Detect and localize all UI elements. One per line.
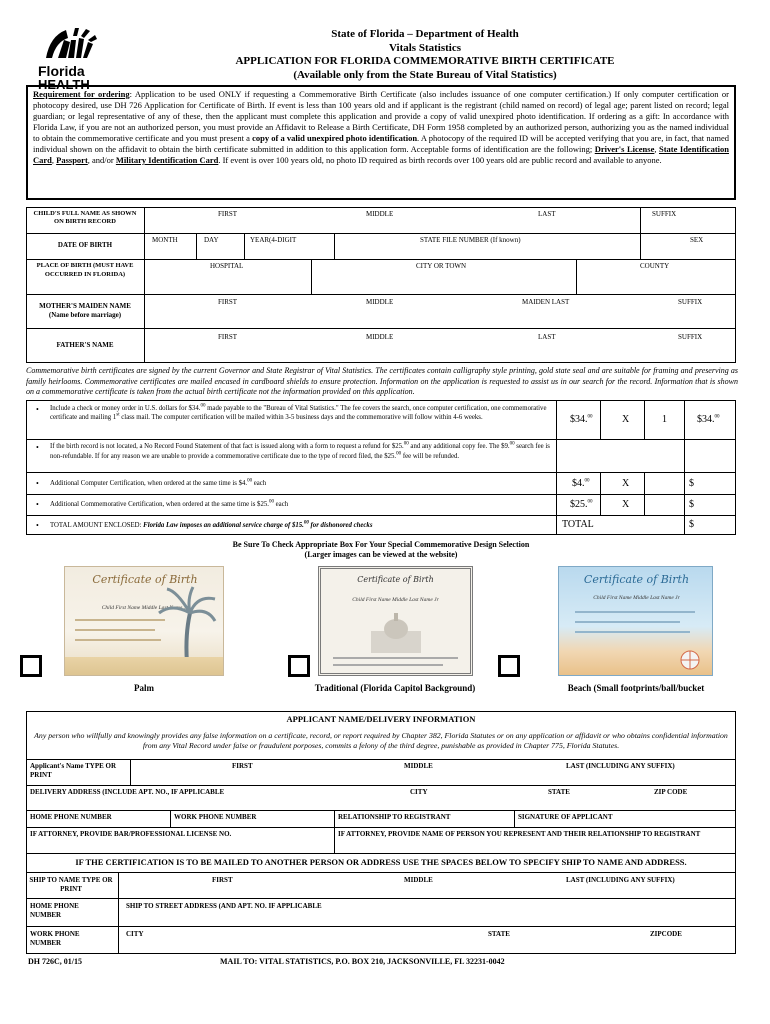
hospital-label: HOSPITAL [210, 262, 244, 270]
hospital-input[interactable] [146, 272, 309, 292]
shipto-street-label: SHIP TO STREET ADDRESS (AND APT. NO. IF APPLICABLE [126, 902, 322, 910]
delivery-address-input[interactable] [28, 797, 734, 809]
palm-checkbox[interactable] [20, 655, 42, 677]
beach-cert-title: Certificate of Birth [583, 573, 690, 586]
requirement-text-5: , and/or [87, 155, 116, 165]
fee-row-4-qty-input[interactable] [646, 496, 682, 514]
beach-cert-name: Child First Name Middle Last Name Jr [593, 595, 680, 601]
design-subheading: (Larger images can be viewed at the website) [304, 550, 458, 559]
sex-input[interactable] [642, 246, 734, 258]
shipto-last-label: LAST (INCLUDING ANY SUFFIX) [566, 876, 675, 884]
father-suffix-label: SUFFIX [678, 333, 703, 341]
fee-row-5-text: TOTAL AMOUNT ENCLOSED: Florida Law imposes an additional service charge of $15.00 for dishonored checks [50, 520, 373, 529]
header-department: State of Florida – Department of Health [331, 28, 519, 40]
bullet-1-icon: • [36, 405, 39, 414]
applicant-last-label: LAST (INCLUDING ANY SUFFIX) [566, 762, 675, 770]
mother-first-label: FIRST [218, 298, 238, 306]
mother-name-label: MOTHER'S MAIDEN NAME [39, 302, 131, 310]
id-drivers-license: Driver's License [594, 144, 655, 154]
child-middle-input[interactable] [368, 219, 538, 232]
applicant-name-input[interactable] [132, 771, 734, 784]
applicant-warning: Any person who willfully and knowingly provides any false information on a certificate, record, or report required by Chapter 382, Florida Statutes or on any application or affidavit or who obtains confidential information from any Vital Record under false or fraudulent porposes, commits a felony of the third degree, punishable as provided in Chapter 775, Florida Statutes. [34, 731, 728, 750]
fee-row-4-x: X [622, 499, 630, 510]
city-town-label: CITY OR TOWN [416, 262, 467, 270]
applicant-city-label: CITY [410, 788, 428, 796]
mother-suffix-label: SUFFIX [678, 298, 703, 306]
requirement-text-3: , [654, 144, 659, 154]
palm-cert-title: Certificate of Birth [92, 573, 198, 586]
traditional-checkbox[interactable] [288, 655, 310, 677]
applicant-heading: APPLICANT NAME/DELIVERY INFORMATION [286, 714, 476, 724]
applicant-first-label: FIRST [232, 762, 253, 770]
requirement-text-1: : Application to be used ONLY if requesting a Commemorative Birth Certificate (also includes issuance of one computer certification.) If only computer certification or photocopy desired, use DH 726 Application for Certificate of Birth. If event is less than 100 years old and if applicant is the registrant (child named on record) of legal age; parent listed on record; legal guardian; or legal representative of any of these, then the applicant must complete this application and provide a copy of valid unexpired photo identification. If ordering as a gift: In accordance with Florida Law, if you are not an authorized person, you must provide an Affidavit to Release a Birth Certificate, DH Form 1958 completed by an authorized person, authorizing you as the named individual to obtain the commemorative certificate and you must present a [33, 89, 729, 143]
florida-health-logo [38, 26, 100, 92]
mother-middle-label: MIDDLE [366, 298, 394, 306]
dob-year-input[interactable] [246, 246, 332, 258]
attorney-bar-label: IF ATTORNEY, PROVIDE BAR/PROFESSIONAL LICENSE NO. [30, 830, 232, 838]
mother-maiden-last-label: MAIDEN LAST [522, 298, 570, 306]
shipto-state-label: STATE [488, 930, 510, 938]
fee-row-3-x: X [622, 478, 630, 489]
bullet-5-icon: • [36, 521, 39, 530]
dob-day-input[interactable] [198, 246, 242, 258]
county-label: COUNTY [640, 262, 670, 270]
fee-row-3-text: Additional Computer Certification, when ordered at the same time is $4.00 each [50, 478, 267, 487]
work-phone-label: WORK PHONE NUMBER [174, 813, 257, 821]
shipto-street-input[interactable] [120, 912, 734, 925]
header-vital-stats: Vitals Statistics [388, 41, 461, 54]
traditional-cert-name: Child First Name Middle Last Name Jr [352, 597, 439, 603]
fee-row-1-total: $34.00 [697, 414, 720, 425]
father-name-input[interactable] [146, 343, 734, 361]
id-passport: Passport [56, 155, 88, 165]
dob-label: DATE OF BIRTH [57, 241, 113, 249]
fee-row-1-x: X [622, 414, 630, 425]
father-first-label: FIRST [218, 333, 238, 341]
child-suffix-label: SUFFIX [652, 210, 677, 218]
requirement-bold-1: copy of a valid unexpired photo identification [252, 133, 418, 143]
fee-row-4-price: $25.00 [570, 499, 593, 510]
father-middle-label: MIDDLE [366, 333, 394, 341]
fee-row-1-text: Include a check or money order in U.S. dollars for $34.00 made payable to the "Bureau of Vital Statistics." The fee covers the search, once computer certification, one commemorative certificate and mailing 1st class mail. The computer certification will be mailed within 3-5 business days and the commemorative will follow within 4-6 weeks. [50, 403, 547, 421]
child-first-label: FIRST [218, 210, 238, 218]
id-military-card: Military Identification Card [115, 155, 219, 165]
delivery-address-label: DELIVERY ADDRESS (INCLUDE APT. NO., IF APPLICABLE [30, 788, 225, 796]
state-file-label: STATE FILE NUMBER (If known) [420, 236, 521, 244]
child-middle-label: MIDDLE [366, 210, 394, 218]
shipto-work-phone-label: WORK PHONE NUMBER [30, 930, 80, 947]
requirement-box [26, 85, 736, 200]
shipto-name-input[interactable] [120, 885, 734, 897]
palm-label: Palm [134, 683, 154, 693]
child-first-input[interactable] [146, 219, 368, 232]
sex-label: SEX [690, 236, 704, 244]
fee-row-3-total: $ [689, 478, 694, 489]
mother-name-input[interactable] [146, 308, 734, 326]
logo-text-health: HEALTH [38, 77, 90, 92]
palm-cert-name: Child First Name Middle Last Name Jr [101, 605, 189, 611]
shipto-zip-label: ZIPCODE [650, 930, 682, 938]
shipto-home-phone-label: HOME PHONE NUMBER [30, 902, 79, 919]
relationship-label: RELATIONSHIP TO REGISTRANT [338, 813, 451, 821]
father-name-label: FATHER'S NAME [56, 341, 114, 349]
sunburst-logo-icon [38, 26, 100, 60]
beach-ball-icon [677, 649, 703, 671]
shipto-first-label: FIRST [212, 876, 233, 884]
dob-month-input[interactable] [146, 246, 194, 258]
logo-text-florida: Florida [38, 63, 85, 79]
requirement-text-2: . A photocopy of the required ID will be accepted verifying that you are, in fact, that named individual shown on the affidavit to obtain the birth certificate submitted in addition to this application form. Acceptable forms of identification are the following; [33, 133, 729, 154]
fee-row-4-total: $ [689, 499, 694, 510]
year-label: YEAR(4-DIGIT [250, 236, 297, 244]
applicant-zip-label: ZIP CODE [654, 788, 688, 796]
father-last-label: LAST [538, 333, 556, 341]
shipto-heading: IF THE CERTIFICATION IS TO BE MAILED TO ANOTHER PERSON OR ADDRESS USE THE SPACES BELOW TO SPECIFY SHIP TO NAME AND ADDRESS. [75, 857, 687, 867]
beach-checkbox[interactable] [498, 655, 520, 677]
shipto-middle-label: MIDDLE [404, 876, 433, 884]
applicant-middle-label: MIDDLE [404, 762, 433, 770]
capitol-building-icon [363, 611, 429, 655]
palm-certificate-image [64, 566, 224, 676]
bullet-2-icon: • [36, 443, 39, 452]
child-name-label: CHILD'S FULL NAME AS SHOWN ON BIRTH RECORD [33, 210, 137, 225]
attorney-rep-label: IF ATTORNEY, PROVIDE NAME OF PERSON YOU REPRESENT AND THEIR RELATIONSHIP TO REGISTRANT [338, 830, 701, 838]
total-label: TOTAL [562, 519, 594, 530]
fee-row-1-price: $34.00 [570, 414, 593, 425]
fee-row-3-qty-input[interactable] [646, 474, 682, 492]
total-amount: $ [689, 519, 694, 530]
applicant-state-label: STATE [548, 788, 570, 796]
pob-label: PLACE OF BIRTH (MUST HAVE OCCURRED IN FLORIDA) [36, 262, 134, 278]
bullet-4-icon: • [36, 500, 39, 509]
shipto-name-label: SHIP TO NAME TYPE OR PRINT [29, 876, 113, 893]
header-title: APPLICATION FOR FLORIDA COMMEMORATIVE BIRTH CERTIFICATE [235, 55, 615, 67]
header-subtitle: (Available only from the State Bureau of Vital Statistics) [293, 68, 557, 81]
fee-row-4-text: Additional Commemorative Certification, when ordered at the same time is $25.00 each [50, 499, 289, 508]
signature-label: SIGNATURE OF APPLICANT [518, 813, 613, 821]
state-file-input[interactable] [336, 246, 638, 258]
fee-row-3-price: $4.00 [572, 478, 590, 489]
mail-to-address: MAIL TO: VITAL STATISTICS, P.O. BOX 210, JACKSONVILLE, FL 32231-0042 [220, 957, 505, 966]
id-state-card: State Identification Card [33, 144, 729, 165]
day-label: DAY [204, 236, 219, 244]
commemorative-note: Commemorative birth certificates are signed by the current Governor and State Registrar of Vital Statistics. The certificates contain calligraphy style printing, gold state seal and are suitable for framing and preserving as family heirlooms. Commemorative certificates are mailed encased in cardboard shields to ensure protection. Information on the application is requested to assist us in our search for the record. Information that is shown on a commemorative certificate is taken from the actual birth certificate not the information provided on this application. [26, 366, 738, 396]
fee-row-2-text: If the birth record is not located, a No Record Found Statement of that fact is issued along with a form to request a refund for $25.00 and any additional copy fee. The $9.00 search fee is non-refundable. If for any reason we are unable to provide a commemorative certificate due to the type of record filed, the $25.00 fee will be refunded. [50, 441, 550, 460]
shipto-city-input[interactable] [120, 940, 734, 953]
traditional-cert-title: Certificate of Birth [357, 575, 434, 584]
applicant-name-label: Applicant's Name TYPE OR PRINT [30, 762, 117, 779]
requirement-text-6: . If event is over 100 years old, no photo ID required as birth records over 100 years old are public record and available to anyone. [218, 155, 662, 165]
child-suffix-input[interactable] [642, 219, 734, 232]
bullet-3-icon: • [36, 479, 39, 488]
child-last-input[interactable] [538, 219, 638, 232]
requirement-text-4: , [51, 155, 57, 165]
design-heading: Be Sure To Check Appropriate Box For Your Special Commemorative Design Selection [232, 540, 530, 549]
shipto-city-label: CITY [126, 930, 144, 938]
form-number: DH 726C, 01/15 [28, 957, 82, 966]
requirement-label: Requirement for ordering [33, 89, 130, 99]
traditional-label: Traditional (Florida Capitol Background) [314, 683, 476, 693]
fee-row-1-qty: 1 [662, 414, 667, 425]
child-last-label: LAST [538, 210, 556, 218]
city-town-input[interactable] [313, 272, 574, 292]
county-input[interactable] [578, 272, 734, 292]
traditional-certificate-image [318, 566, 473, 676]
mother-name-sublabel: (Name before marriage) [48, 311, 122, 319]
beach-certificate-image [558, 566, 713, 676]
home-phone-label: HOME PHONE NUMBER [30, 813, 112, 821]
palm-tree-icon [157, 585, 217, 665]
beach-label: Beach (Small footprints/ball/bucket [567, 683, 705, 693]
month-label: MONTH [152, 236, 178, 244]
